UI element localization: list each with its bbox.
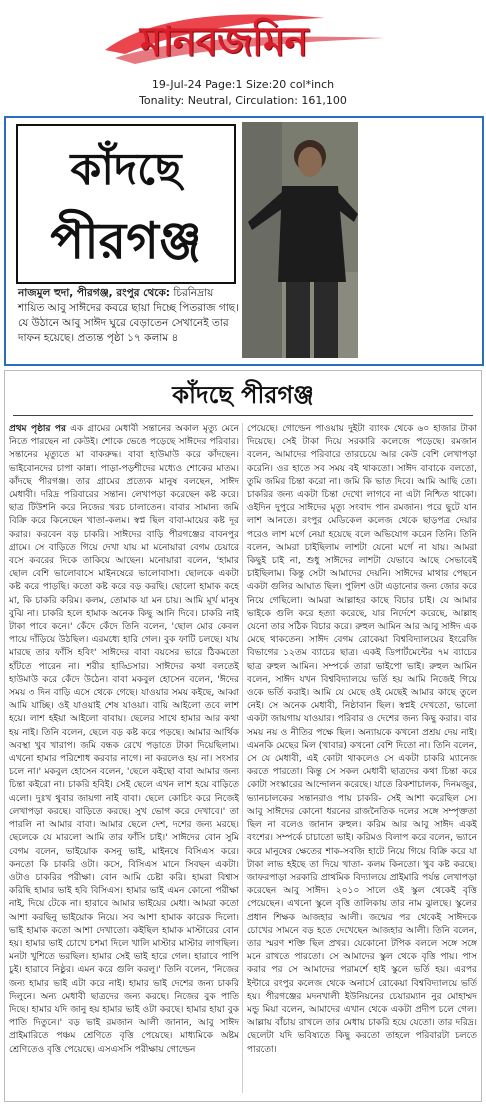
article-column-left xyxy=(9,423,239,1095)
teaser-text: চিরনিদ্রায় শায়িত আবু সাঈদের কবরে ছায়া দিচ্ছে পিতরাজ গাছ। যে উঠানে আবু সাঈদ ঘুরে বেড়াতেন সেখানেই তার দাফন হয়েছে। xyxy=(18,287,239,344)
continuation-note: প্রত্যন্ত পৃষ্ঠা ১৭ কলাম ৪ xyxy=(77,332,179,344)
clip-meta-date: 19-Jul-24 Page:1 Size:20 col*inch xyxy=(151,78,335,91)
front-page-text-block xyxy=(10,120,239,358)
headline-line-2: পীরগঞ্জ xyxy=(50,212,202,270)
byline-teaser xyxy=(18,286,240,346)
article-column-right xyxy=(247,423,477,1095)
news-photo xyxy=(242,122,358,358)
byline: নাজমুল হুদা, পীরগঞ্জ, রংপুর থেকে: xyxy=(18,287,171,299)
clip-meta-tonality: Tonality: Neutral, Circulation: 161,100 xyxy=(139,94,347,107)
headline-box xyxy=(16,124,236,284)
column-divider xyxy=(242,423,243,1093)
inside-headline: কাঁদছে পীরগঞ্জ xyxy=(172,381,314,409)
headline-rule xyxy=(13,415,473,416)
newspaper-logo: মানবজমিন xyxy=(140,18,308,65)
headline-line-1: কাঁদছে xyxy=(70,144,182,195)
continued-from-label: প্রথম পৃষ্ঠার পর xyxy=(9,424,66,434)
masthead xyxy=(0,0,486,78)
article-text-right: পেয়েছে। গোল্ডেন পাওয়ায় দুইটা ব্যাংক থেকে ৬০ হাজার টাকা দিয়েছে। সেই টাকা দিয়ে সরকারি কলেজে পড়েছে। রমজান বলেন, আমাদের পরিবারে তারচেয়ে আর কেউ বেশি লেখাপড়া করেনি। ওর হাতে সব সময় বই থাকতো। সাঈদ বাবাকে বলতো, তুমি জমির চিন্তা করো না। জমি কি ভাত দিবে। আমি আছি তো। চাকরির জন্য একটা চিন্তা দেখো লাগবে না এটা নিশ্চিত থাকো। ওইদিন দুপুরে সাঈদের মৃত্যু সংবাদ পান রমজান। পরে ছুটে যান লাশ আনতে। রংপুর মেডিকেল কলেজ থেকে ছাড়পত্র দেয়ার পরেও লাশ মর্গে নেয়া হয়েছে বলে অভিযোগ করেন তিনি। তিনি বলেন, আমরা চাইছিলাম লাশটা যেনো মর্গে না যায়। আমরা কিছুই চাই না, শুধু সাঈদের লাশটা যেভাবে আছে সেভাবেই চাইছিলাম। কিন্তু সেটা আমাদের দেয়নি। সাঈদের মাথার পেছনে একটা গুলির আঘাত ছিল। পুলিশ ওটা এড়ানোর জন্য জোর করে নিয়ে গেছিলো। আমরা আল্লাহর কাছে বিচার চাই। যে আমার ভাইকে গুলি করে হত্যা করেছে, যার নির্দেশে করেছে, আল্লাহ যেনো তার সঠিক বিচার করে। রুহুল আমিন আর আবু সাঈদ এক মেছে থাকতেন। সাঈদ বেগম রোকেয়া বিশ্ববিদ্যালয়ের ইংরেজি বিভাগের ১২তম ব্যাচের ছাত্র। একই ডিপার্টমেন্টের ৭ম ব্যাচের ছাত্র রুহুল আমিন। সম্পর্কে তারা ভাইপো ভাই। রুহুল আমিন বলেন, সাঈদ যখন বিশ্ববিদ্যালয়ে ভর্তি হয় আমি নিজেই গিয়ে ওকে ভর্তি করাই। আমি যে মেছে ওই মেছেই আমার কাছে তুলে নেই। সে অনেক মেধাবী, নিষ্ঠাবান ছিল। স্বপ্নই দেখতো, ভালো একটা জায়গায় যাওয়ার। পরিবার ও দেশের জন্য কিছু করার। বার সময় নয় ও নীতির পক্ষে ছিল। অন্যায়কে কখনো প্রশ্রয় দেয় নাই। এমনকি মেছের মিল (খাবার) কখনো বেশি দিতো না। তিনি বলেন, সে যে মেধাবী, এই কোটা থাকলেও সে একটা চাকরি ম্যানেজ করতে পারতো। কিন্তু সে সকল মেধাবী ছাত্রদের কথা চিন্তা করে কোটা সংস্কারের আন্দোলন করেছে। যাতে রিকশাচালক, দিনমজুর, ভ্যানচালকের সন্তানরাও পায় চাকরি- সেই আশা করেছিল সে। আবু সাঈদের কোনো ধরনের রাজনৈতিক দলের সঙ্গে সম্পৃক্ততা ছিল না বলেও জানান রুহুল। করিম আর আবু সাঈদ একই বংশের। সম্পর্কে চাচাতো ভাই। করিমও বিলাপ করে বলেন, ভ্যানে করে মানুষের ক্ষেতের শাক-সবজি হাটে নিয়ে গিয়ে বিক্রি করে যা টাকা লাভ হইছে তা দিয়ে খাতা- কলম কিনতো। খুব কষ্ট করছে। জাফরপাড়া সরকারি প্রাথমিক বিদ্যালয়ে প্রাইমারি পর্যন্ত লেখাপড়া করেছেন আবু সাঈদ। ২০১০ সালে ওই স্কুল থেকেই বৃত্তি পেয়েছেন। এখনো স্কুলে বৃত্তি তালিকায় তার নাম ঝুলছে। স্কুলের প্রধান শিক্ষক আজহার আলী। জন্মের পর থেকেই সাঈদকে চোখের সামনে বড় হতে দেখেছেন আজহার আলী। তিনি বলেন, তার স্মরণ শক্তি ছিল প্রখর। যেকোনো টপিক বললে সঙ্গে সঙ্গে মনে রাখতে পারতো। সে আমাদের স্কুল থেকে বৃত্তি পায়। পাস করার পর সে আমাদের পরামর্শে হাই স্কুলে ভর্তি হয়। এরপর ইন্টারে রংপুর কলেজ থেকে অনার্সে রোকেয়া বিশ্ববিদ্যালয়ে ভর্তি হয়। পীরগঞ্জের মদনখালী ইউনিয়নের চেয়ারম্যান নুর মোহাম্মদ মন্ডু মিয়া বলেন, আমাদের এখান থেকে একটা প্রদীপ চলে গেল। আল্লায় বাঁচায় রাখলে তার মেধায় চাকরি হয়ে যেতো। তার দরিদ্র। ছেলেটা যদি ভবিষ্যতে কিছু করতো তাহলে পরিবারটা চলতে পারতো। xyxy=(247,424,477,1055)
article-text-left: এক গ্রামের মেধাবী সন্তানের অকাল মৃত্যু মেনে নিতে পারছেন না কেউই। শোকে ভেঙে পড়েছে সাঈদের পরিবার। সন্তানের মৃত্যুতে মা বাকরুদ্ধ। বাবা হাউমাউ করে কাঁদছেন। ভাইবোনদের চাপা কান্না। পাড়া-পড়শীদের মধ্যেও শোকের মাতম। কাঁদছে পীরগঞ্জ। তার গ্রামের প্রত্যেক মানুষ বলছেন, সাঈদ মেধাবী। দরিদ্র পরিবারের সন্তান। লেখাপড়া করেছেন কষ্ট করে। ছাত্র টিউশনি করে নিজের খরচ চালাতেন। বাবার সামান্য জমি বিক্রি করে কিনেছেন খাতা-কলম। স্বপ্ন ছিল বাবা-মায়ের কষ্ট দূর করার। করবেন বড় চাকরি। সাঈদের বাড়ি পীরগঞ্জের বাবনপুর গ্রামে। সে বাড়িতে গিয়ে দেখা যায় মা মনোয়ারা বেগম চেয়ারে বসে কবরের দিকে তাকিয়ে আছেন। মনোয়ারা বলেন, 'হামার ছোল বেশি ভালোবাসে মাইনষেরে ভালোবাসা। ছোলকে একটা কষ্ট করে পাড়ছি। কতো কষ্ট করে বড় করছি। ছোলো হামাক কহে মা, কি চাকরি করিম। কলম, তোমাক যা মন চায়। আমি মূর্খ মানুষ বুঝি না। চাকরি হলে হামাক অনেক কিছু আনি দিবে। চাকরি নাই টাকা পাবে কনে।' কেঁদে কেঁদে তিনি বলেন, 'ছোল মোর কেবল পায়ে দাঁড়িয়ে উঠছিল। এরমধ্যে হারি গেল। বুক ফাটি চলছে। যায় মারছে তার ফাঁসি হবিং' সাঈদের বাবা বয়সের ভারে ঠিকমতো হাঁটতে পারেন না। শরীর হাড্ডিসার। সাঈদের কথা বলতেই হাউমাউ করে কেঁদে উঠেন। বাবা মকবুল হোসেন বলেন, 'ঈদের সময় ৩ দিন বাড়ি এসে থেকে গেছে। যাওয়ার সময় কইছে, আব্বা আমি যাচ্ছি। ওই যাওয়াই শেষ যাওয়া। বায়ি আইলো তবে লাশ হয়ে। লাশ হইয়া আইলো বাবায়। ছেলের সাথে হামার আর কথা হয় নাই। তিনি বলেন, ছেলে বড় কষ্ট করে পড়ছে। আমার আর্থিক অবস্থা খুব খারাপ। জমি বন্ধক রেখে পড়াতে টাকা দিয়েছিলাম। এখনো হামার পরিশোধ করবার নাগে। না করলেও হয় না। সংসার চলে না।' মকবুল হোসেন বলেন, 'ছেলে কইছো বাবা আমার জন্য চিন্তা কইরো না। চাকরি হবিই। সেই ছেলে এখন লাশ হয়ে বাড়িতে এলো। দুঃখ থুবার জায়গা নাই বাবা। ছেলে কোচিং করে নিজেই লেখাপড়া করছে। বাড়িতে করছে। সুখ ভোগ করে দেখাবে।' তা পারলি না আমার বাবা। আমার ছেলে দেশ, দশের জন্য মরছে। ছেলেকে যে মারলো আমি তার ফাঁসি চাই।' সাঈদের বোন সুমি বেগম বলেন, ভাইয়োক কসনু ভাই, মাইনষে বিসিএস করে। কনতো কি চাকরি ওটা। কসে, বিসিএস মানে সিবছন একটা। ওটাও চাকরির পরীক্ষা। বোন আমি চেষ্টা করি। হামরা বিশ্বাস করিছি হামার ভাই হবি বিসিএস। হামার ভাই এমন কোনো পরীক্ষা নাই, দিয়ে টেকে না। হারাবে আমার ভাইয়ের মেধা। আমরা কতো আশা করছিনু ভাইয়োক নিয়ে। সব আশা হামাক কারেক দিলো। ভাই হামাক কতো আশা দেখাতো। কইছিল হামাক মাস্টারের বোন হয়। হামার ভাই চোখে চশমা দিলে খালি মাস্টার মাস্টার লাগছিল। মনটা খুশিতে ভরছিল। হামার সেই ভাই হারে গেল। হারাবে পাপি চুই। হারাবে নিষ্ঠুর। এমন করে গুলি করলু।' তিনি বলেন, 'নিজের জন্য হামার ভাই এটা করে নাই। হামার ভাই দেশের জন্য চাকরি দিলুনে। অন্য মেধাবী ছাত্রদের জন্য করছে। নিজের বুক পাতি দিছে। হামার যদি জানু হয় হামার ভাই ওটা করছে। হামার হায়া বুক পাতি দিতুনে।' বড় ভাই রমজান আলী জানান, আবু সাঈদ প্রাইমারিতে পঞ্চম শ্রেণিতে বৃত্তি পেয়েছে। মাধ্যমিকে অষ্টম শ্রেণিতেও বৃত্তি পেয়েছে। এসএসসি পরীক্ষায় গোল্ডেন xyxy=(9,424,239,1055)
person-photo-icon xyxy=(242,122,358,358)
inside-page-clip xyxy=(4,370,482,1102)
front-page-clip xyxy=(4,116,484,366)
